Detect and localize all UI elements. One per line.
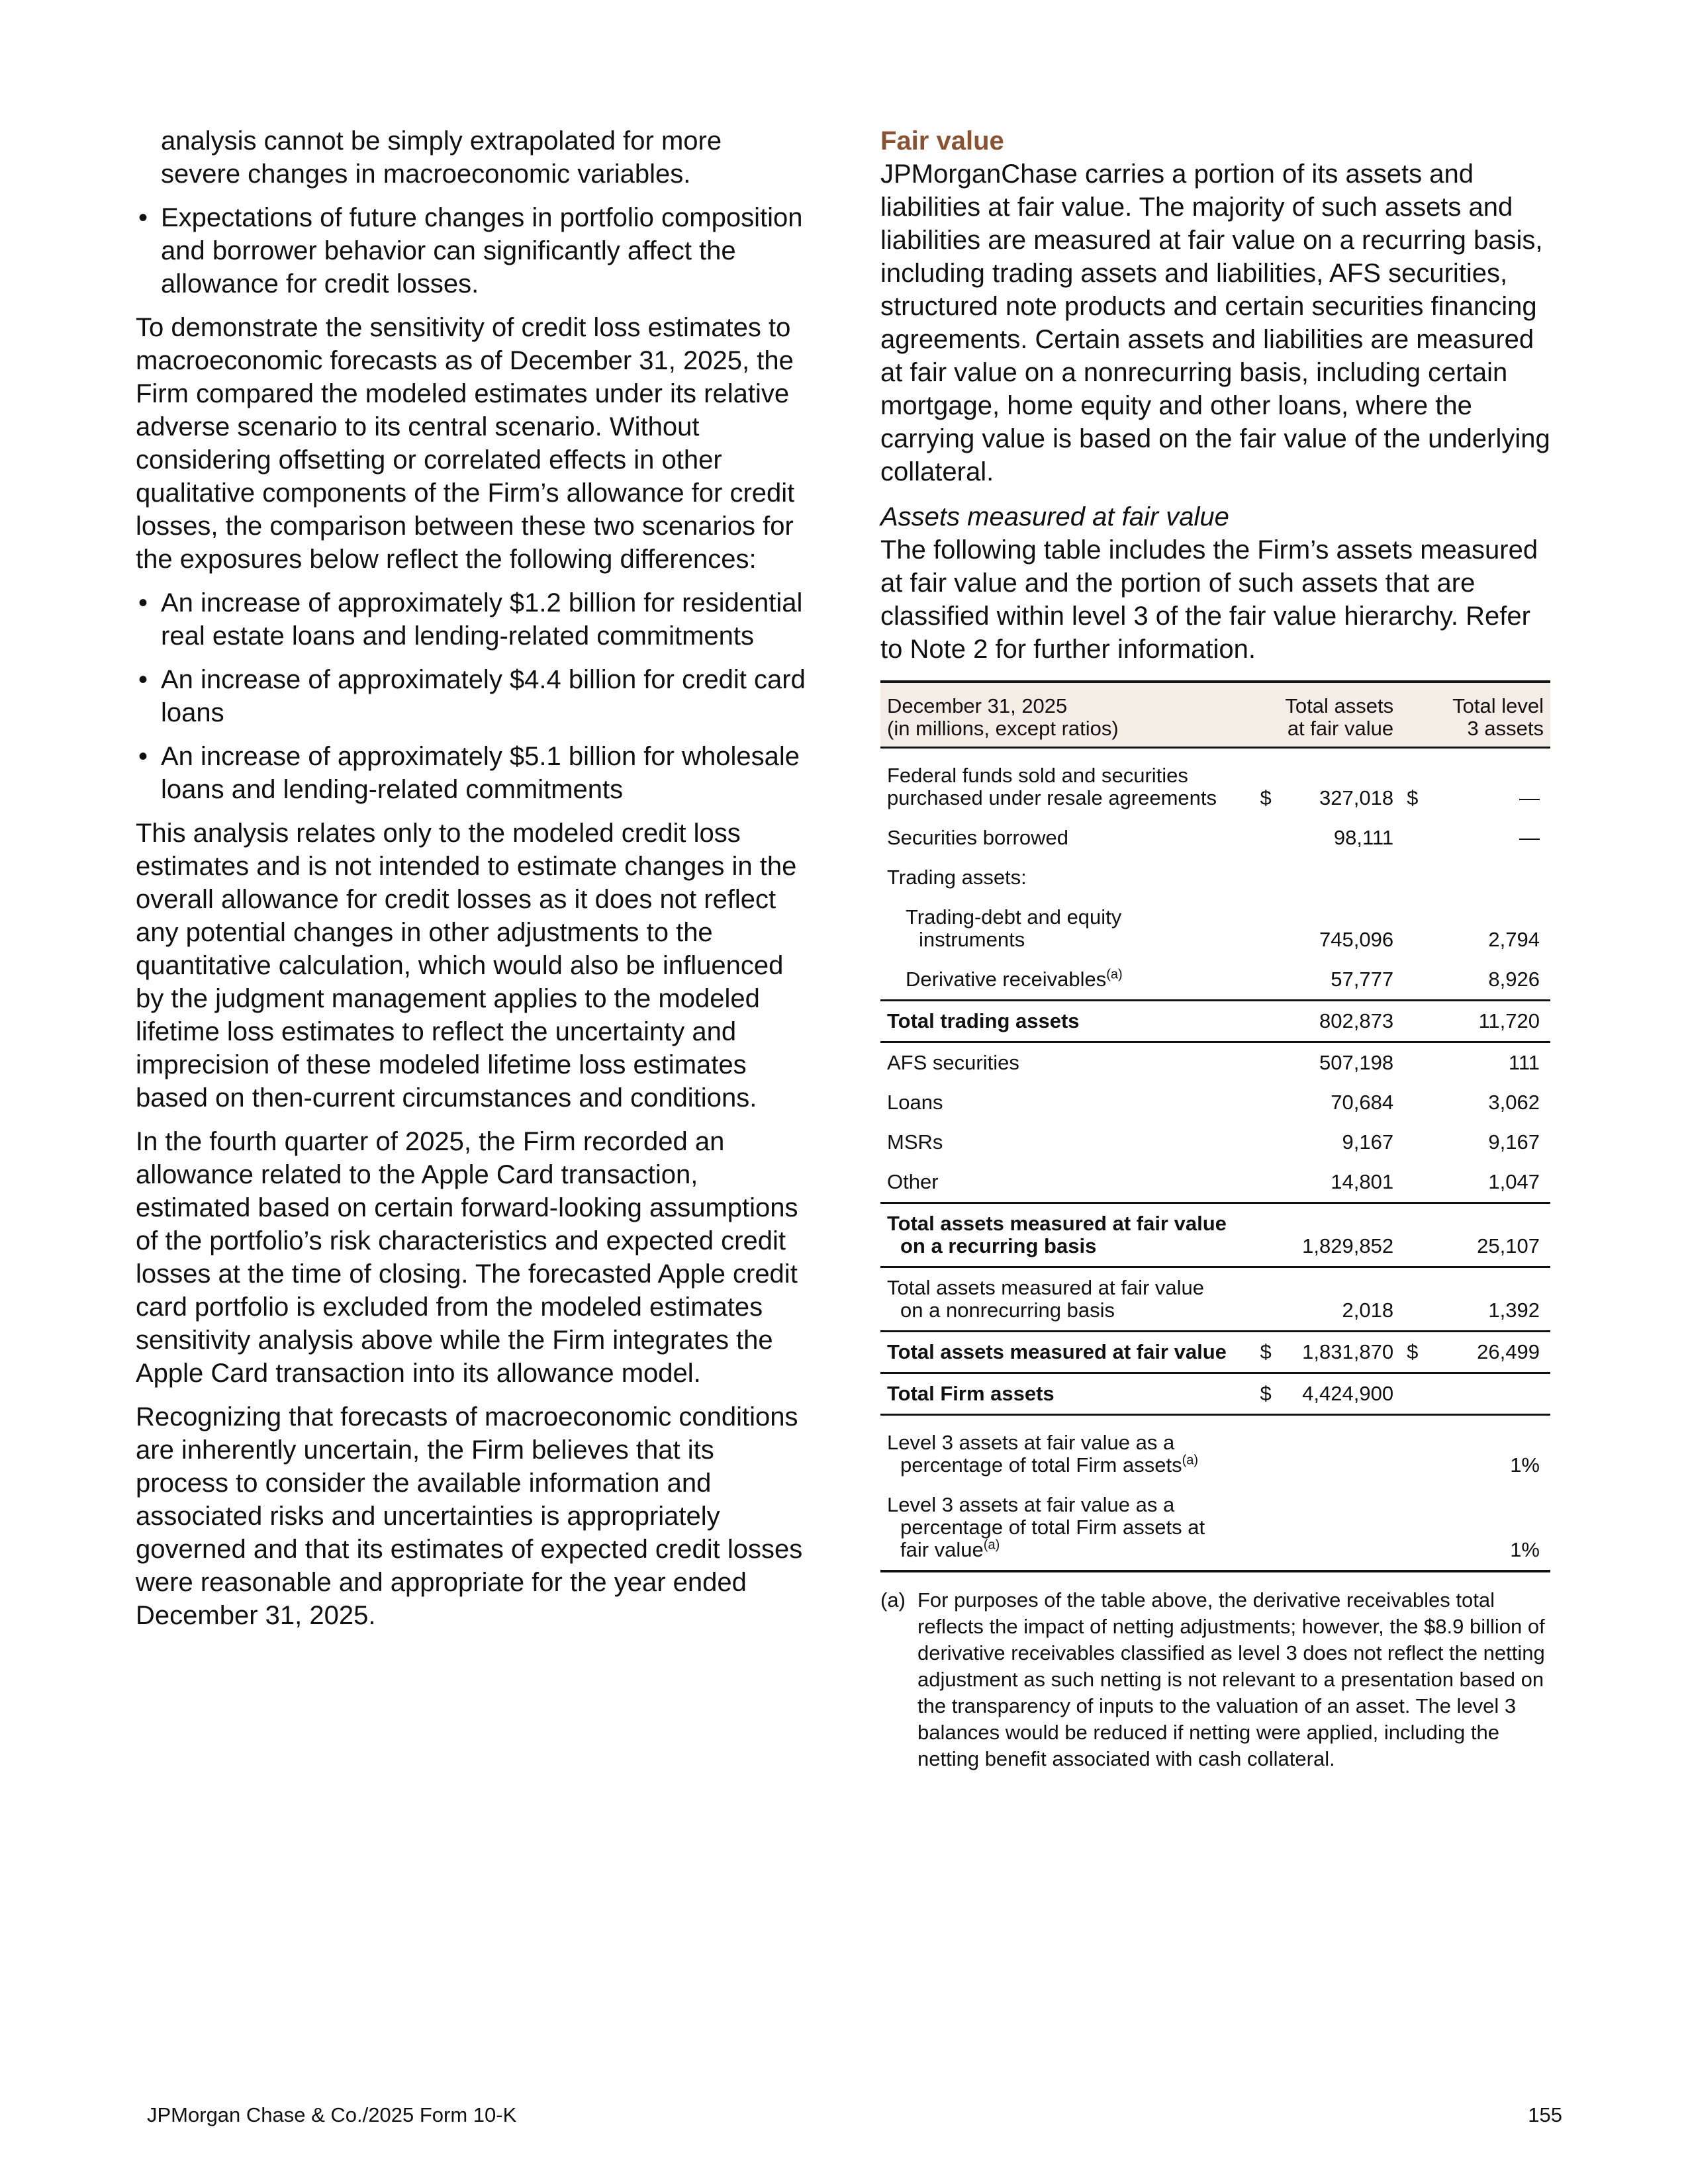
- left-column: [136, 124, 808, 1643]
- dollar-sign: $: [1260, 1382, 1272, 1405]
- cell-total: 14,801: [1254, 1162, 1401, 1203]
- table-row-total-firm: [880, 1373, 1550, 1415]
- bullet-item: • An increase of approximately $1.2 billion for residential real estate loans and lending-related commitments: [136, 586, 808, 653]
- table-row: [880, 1083, 1550, 1122]
- cell-level3: $ —: [1407, 786, 1540, 809]
- table-row: [880, 1267, 1550, 1332]
- cell-total: 70,684: [1331, 1091, 1394, 1114]
- paragraph-sensitivity: To demonstrate the sensitivity of credit loss estimates to macroeconomic forecasts as of December 31, 2025, the Firm compared the modeled estimates under its relative adverse scenario to its central scenario. Without considering offsetting or correlated effects in other qualitative components of the Firm’s allowance for credit losses, the comparison between these two scenarios for the exposures below reflect the following differences:: [136, 313, 795, 574]
- header-date: December 31, 2025 (in millions, except ratios): [880, 682, 1254, 748]
- page-number: 155: [1528, 2103, 1562, 2126]
- cell-level3: 2,794: [1488, 928, 1540, 951]
- row-label: Total assets measured at fair value on a recurring basis: [880, 1203, 1254, 1267]
- row-label: Total assets measured at fair value on a nonrecurring basis: [887, 1276, 1205, 1322]
- table-row: [880, 960, 1550, 1001]
- cell-level3: 111: [1508, 1051, 1540, 1074]
- cell-total: 1,829,852: [1254, 1203, 1401, 1267]
- row-label: Loans: [887, 1091, 943, 1114]
- paragraph-continued: analysis cannot be simply extrapolated for more severe changes in macroeconomic variables.: [161, 126, 722, 189]
- cell-level3: 1,392: [1488, 1298, 1540, 1322]
- table-row-total-fair-value: [880, 1332, 1550, 1373]
- bullet-item: • An increase of approximately $5.1 billion for wholesale loans and lending-related commitments: [136, 740, 808, 806]
- footnote-text: For purposes of the table above, the derivative receivables total reflects the impact of netting adjustments; however, the $8.9 billion of derivative receivables classified as level 3 does not reflect the netting adjustment as such netting is not relevant to a presentation based on the transparency of inputs to the valuation of an asset. The level 3 balances would be reduced if netting were applied, including the netting benefit associated with cash collateral.: [917, 1588, 1545, 1770]
- cell-level3: 11,720: [1400, 1001, 1550, 1042]
- paragraph-table-intro: The following table includes the Firm’s assets measured at fair value and the portion of such assets that are classified within level 3 of the fair value hierarchy. Refer to Note 2 for further information.: [880, 535, 1538, 664]
- table-row: [880, 858, 1550, 897]
- paragraph-apple-card: In the fourth quarter of 2025, the Firm recorded an allowance related to the Apple Card transaction, estimated based on certain forward-looking assumptions of the portfolio’s risk characteristics and expected credit losses at the time of closing. The forecasted Apple credit card portfolio is excluded from the modeled estimates sensitivity analysis above while the Firm integrates the Apple Card transaction into its allowance model.: [136, 1127, 798, 1388]
- row-label: AFS securities: [887, 1051, 1019, 1074]
- cell-level3: 9,167: [1488, 1130, 1540, 1154]
- row-label: Total Firm assets: [880, 1373, 1254, 1415]
- cell-level3: 1%: [1400, 1485, 1550, 1571]
- dollar-sign: $: [1407, 786, 1419, 809]
- dollar-sign: $: [1260, 1340, 1272, 1363]
- row-label: Level 3 assets at fair value as a percentage of total Firm assets at fair value$^{(a)}$: [880, 1485, 1254, 1571]
- table-header-row: [880, 682, 1550, 748]
- cell-level3: 3,062: [1488, 1091, 1540, 1114]
- subheading: Assets measured at fair value: [880, 502, 1229, 531]
- bullet-item: • An increase of approximately $4.4 billion for credit card loans: [136, 663, 808, 729]
- table-row: [880, 748, 1550, 819]
- cell-total: $ 4,424,900: [1254, 1373, 1401, 1415]
- row-label: Securities borrowed: [887, 826, 1068, 849]
- cell-level3: 1,047: [1400, 1162, 1550, 1203]
- footnote-mark: (a): [880, 1588, 906, 1612]
- table-row: [880, 1122, 1550, 1162]
- cell-level3: —: [1519, 826, 1540, 849]
- paragraph-forecasts: Recognizing that forecasts of macroeconomic conditions are inherently uncertain, the Firm believes that its process to consider the available information and associated risks and uncertainties is appropriately governed and that its estimates of expected credit losses were reasonable and appropriate for the year ended December 31, 2025.: [136, 1402, 803, 1630]
- table-row: [880, 897, 1550, 960]
- table-footnote: [880, 1587, 1550, 1772]
- row-label: Trading-debt and equity instruments: [906, 905, 1122, 951]
- row-label: Other: [880, 1162, 1254, 1203]
- cell-total: 507,198: [1319, 1051, 1394, 1074]
- header-total-assets: Total assets at fair value: [1254, 682, 1401, 748]
- row-label: Federal funds sold and securities purchased under resale agreements: [887, 764, 1217, 809]
- row-label: Level 3 assets at fair value as a percentage of total Firm assets$^{(a)}$: [887, 1431, 1199, 1477]
- bullet-list-1: [136, 201, 808, 300]
- table-row: [880, 1162, 1550, 1203]
- section-title: Fair value: [880, 126, 1004, 156]
- row-label: Trading assets:: [887, 866, 1027, 889]
- cell-total: 9,167: [1342, 1130, 1394, 1154]
- paragraph-analysis: This analysis relates only to the modeled credit loss estimates and is not intended to estimate changes in the overall allowance for credit losses as it does not reflect any potential changes in other adjustments to the quantitative calculation, which would also be influenced by the judgment management applies to the modeled lifetime loss estimates to reflect the uncertainty and imprecision of these modeled lifetime loss estimates based on then-current circumstances and conditions.: [136, 819, 797, 1113]
- row-label: Total assets measured at fair value: [880, 1332, 1254, 1373]
- table-row: [880, 818, 1550, 858]
- cell-total: $ 327,018: [1260, 786, 1394, 809]
- page-footer-title: JPMorgan Chase & Co./2025 Form 10-K: [147, 2103, 517, 2126]
- cell-total: 57,777: [1331, 968, 1394, 991]
- table-row-total-recurring: [880, 1203, 1550, 1267]
- cell-total: $ 1,831,870: [1254, 1332, 1401, 1373]
- cell-level3: $ 26,499: [1400, 1332, 1550, 1373]
- row-label: Derivative receivables$^{(a)}$: [906, 967, 1123, 991]
- cell-total: 98,111: [1333, 826, 1394, 849]
- right-column: [880, 124, 1550, 1772]
- header-level3: Total level 3 assets: [1400, 682, 1550, 748]
- cell-total: 2,018: [1342, 1298, 1394, 1322]
- paragraph-fair-value-intro: JPMorganChase carries a portion of its assets and liabilities at fair value. The majority of such assets and liabilities are measured at fair value on a recurring basis, including trading assets and liabilities, AFS securities, structured note products and certain securities financing agreements. Certain assets and liabilities are measured at fair value on a nonrecurring basis, including certain mortgage, home equity and other loans, where the carrying value is based on the fair value of the underlying collateral.: [880, 159, 1550, 486]
- table-row: [880, 1485, 1550, 1571]
- bullet-list-2: [136, 586, 808, 806]
- cell-total: 745,096: [1319, 928, 1394, 951]
- table-row-total: [880, 1001, 1550, 1042]
- table-row: [880, 1415, 1550, 1486]
- fair-value-table: [880, 680, 1550, 1572]
- table-row: [880, 1042, 1550, 1083]
- dollar-sign: $: [1260, 786, 1272, 809]
- bullet-item: • Expectations of future changes in portfolio composition and borrower behavior can significantly affect the allowance for credit losses.: [136, 201, 808, 300]
- dollar-sign: $: [1407, 1340, 1419, 1363]
- row-label: MSRs: [887, 1130, 943, 1154]
- cell-level3: 8,926: [1488, 968, 1540, 991]
- cell-level3: 25,107: [1400, 1203, 1550, 1267]
- row-label: Total trading assets: [880, 1001, 1254, 1042]
- cell-level3: 1%: [1510, 1453, 1540, 1477]
- cell-total: 802,873: [1254, 1001, 1401, 1042]
